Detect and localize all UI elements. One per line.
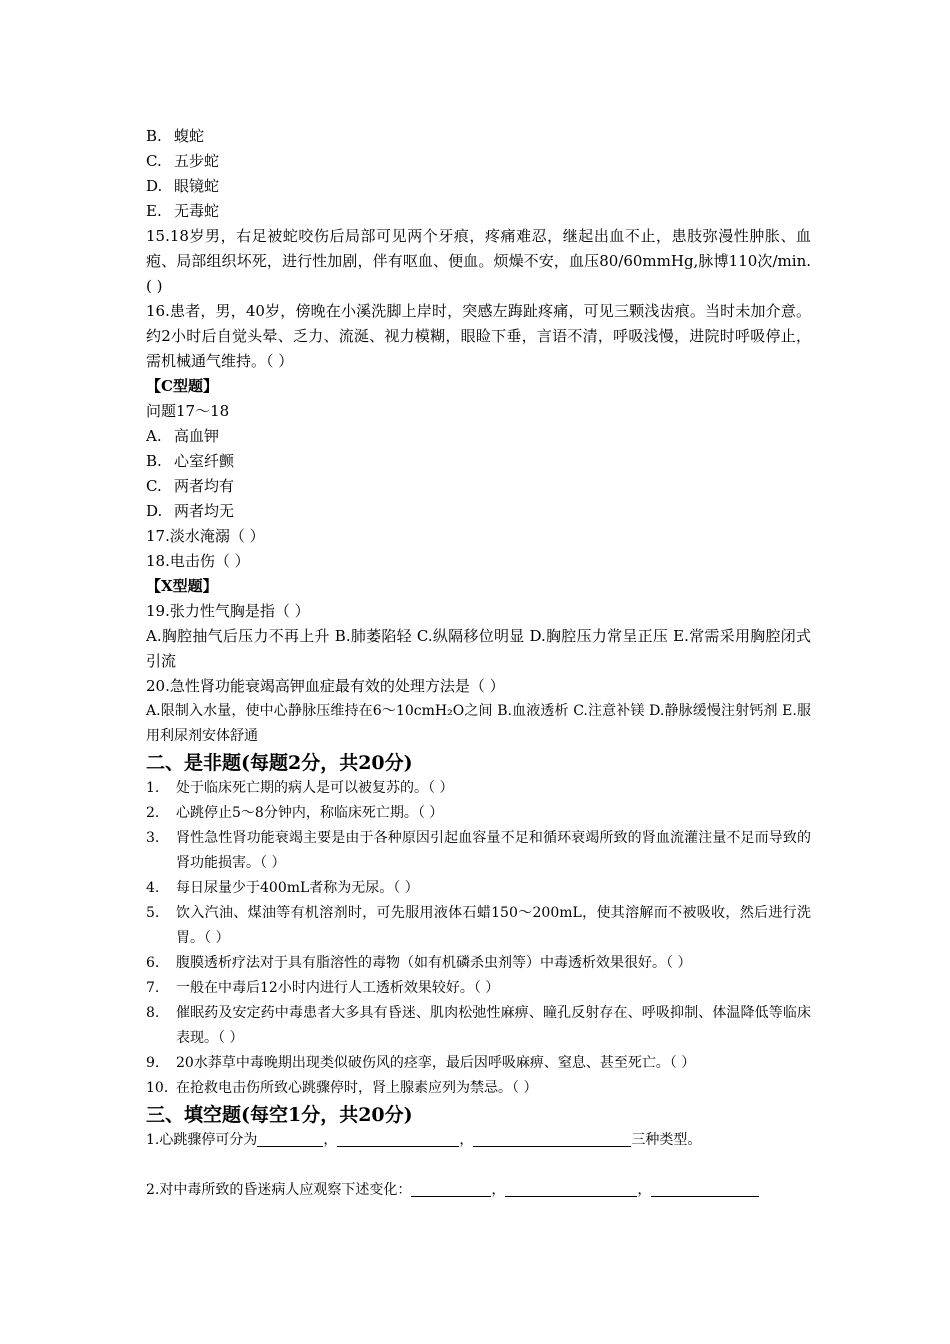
option-e: E. 无毒蛇 [146,202,220,220]
c-option-c: C. 两者均有 [146,477,235,495]
x-type-heading: 【X型题】 [146,577,218,595]
tf-item: 2. 心跳停止5～8分钟内，称临床死亡期。（ ） [146,805,444,821]
tf-item: 6. 腹膜透析疗法对于具有脂溶性的毒物（如有机磷杀虫剂等）中毒透析效果很好。（ ） [146,955,692,971]
tf-item: 5. 饮入汽油、煤油等有机溶剂时，可先服用液体石蜡150～200mL，使其溶解而不被吸收，然后进行洗胃。（ ） [146,905,811,946]
question-19-options: A.胸腔抽气后压力不再上升 B.肺萎陷轻 C.纵隔移位明显 D.胸腔压力常呈正压 E.常需采用胸腔闭式引流 [146,627,811,670]
tf-item: 9. 20水莽草中毒晚期出现类似破伤风的痉挛，最后因呼吸麻痹、窒息、甚至死亡。（ ） [146,1055,696,1071]
question-18: 18.电击伤（ ） [146,552,250,570]
question-20-options: A.限制入水量，使中心静脉压维持在6～10cmH₂O之间 B.血液透析 C.注意补镁 D.静脉缓慢注射钙剂 E.服用利尿剂安体舒通 [146,703,811,744]
tf-item: 10. 在抢救电击伤所致心跳骤停时，肾上腺素应列为禁忌。（ ） [146,1080,538,1096]
tf-item: 7. 一般在中毒后12小时内进行人工透析效果较好。（ ） [146,980,500,996]
document-page [146,124,811,1203]
c-option-d: D. 两者均无 [146,502,235,520]
tf-item: 8. 催眠药及安定药中毒患者大多具有昏迷、肌肉松弛性麻痹、瞳孔反射存在、呼吸抑制、体温降低等临床表现。（ ） [146,1005,811,1046]
c-type-intro: 问题17～18 [146,402,230,420]
section-2-title: 二、是非题(每题2分，共20分) [146,752,413,774]
option-b: B. 蝮蛇 [146,127,205,145]
c-option-a: A. 高血钾 [146,427,220,445]
tf-item: 1. 处于临床死亡期的病人是可以被复苏的。（ ） [146,780,454,796]
blank [505,1179,637,1197]
question-15: 15.18岁男，右足被蛇咬伤后局部可见两个牙痕，疼痛难忍，继起出血不止，患肢弥漫性肿胀、血疱、局部组织坏死，进行性加剧，伴有呕血、便血。烦燥不安，血压80/60mmHg,脉博110次/min.( ) [146,227,811,295]
question-19: 19.张力性气胸是指（ ） [146,602,310,620]
blank [337,1129,459,1147]
true-false-list [146,776,811,1101]
blank [411,1179,491,1197]
option-c: C. 五步蛇 [146,152,220,170]
blank [473,1129,631,1147]
c-type-heading: 【C型题】 [146,377,218,395]
blank [651,1179,759,1197]
c-option-b: B. 心室纤颤 [146,452,235,470]
option-d: D. 眼镜蛇 [146,177,220,195]
fill-question-2: 2.对中毒所致的昏迷病人应观察下述变化： ， ， [146,1178,811,1203]
tf-item: 4. 每日尿量少于400mL者称为无尿。（ ） [146,880,419,896]
question-16: 16.患者，男，40岁，傍晚在小溪洗脚上岸时，突感左踇趾疼痛，可见三颗浅齿痕。当时未加介意。约2小时后自觉头晕、乏力、流涎、视力模糊，眼睑下垂，言语不清，呼吸浅慢，进院时呼吸停止，需机械通气维持。（ ） [146,302,811,370]
blank [257,1129,323,1147]
question-17: 17.淡水淹溺（ ） [146,527,265,545]
section-3-title: 三、填空题(每空1分，共20分) [146,1104,413,1126]
tf-item: 3. 肾性急性肾功能衰竭主要是由于各种原因引起血容量不足和循环衰竭所致的肾血流灌注量不足而导致的肾功能损害。（ ） [146,830,811,871]
options-top [146,124,811,224]
question-20: 20.急性肾功能衰竭高钾血症最有效的处理方法是（ ） [146,677,505,695]
fill-question-1: 1.心跳骤停可分为 ， ， 三种类型。 [146,1128,811,1153]
c-options [146,424,811,524]
